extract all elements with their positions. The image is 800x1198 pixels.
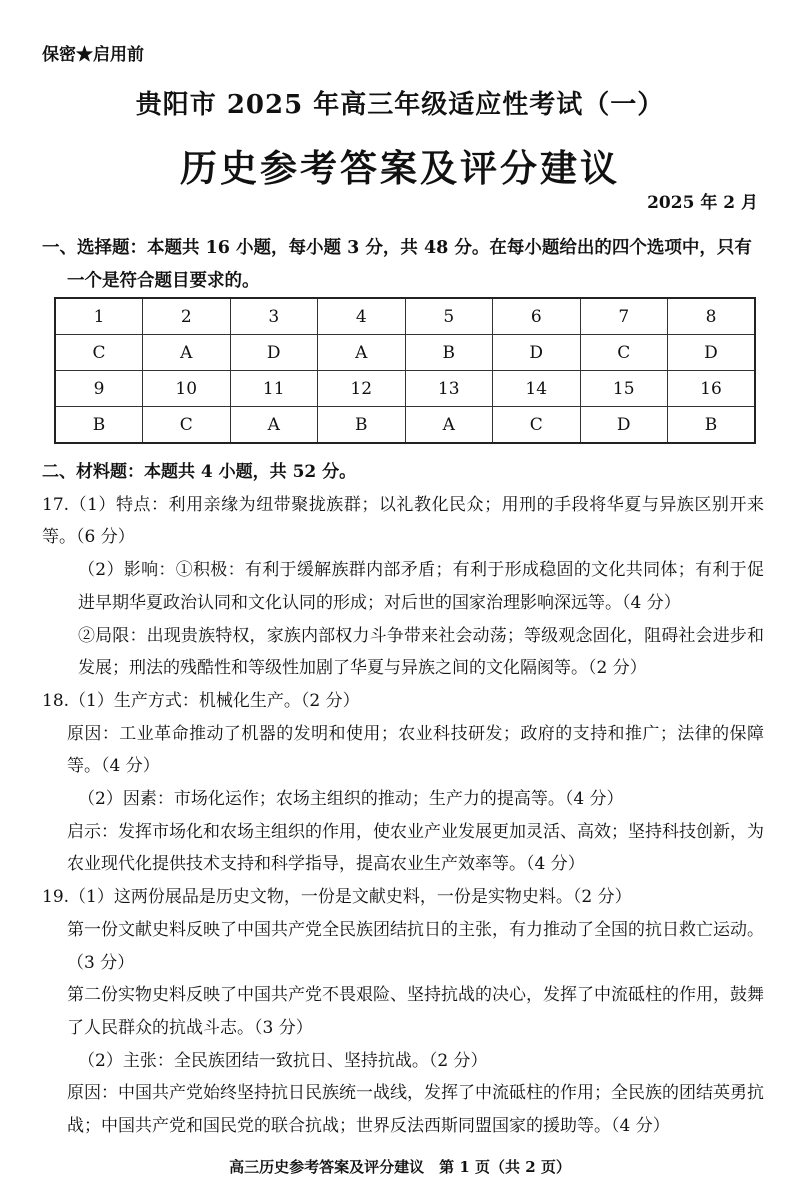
table-cell: D (493, 335, 581, 371)
confidential-mark: 保密★启用前 (42, 45, 144, 65)
answer-19-3: 第二份实物史料反映了中国共产党不畏艰险、坚持抗战的决心，发挥了中流砥柱的作用，鼓舞了人民群众的抗战斗志。（3 分） (67, 985, 764, 1038)
table-cell: C (493, 407, 581, 444)
answer-19-1: 19.（1）这两份展品是历史文物，一份是文献史料，一份是实物史料。（2 分） (42, 887, 632, 908)
section1-line1: 一、选择题：本题共 16 小题，每小题 3 分，共 48 分。在每小题给出的四个选项中，只有 (42, 238, 752, 258)
answer-18-2: 原因：工业革命推动了机器的发明和使用；农业科技研发；政府的支持和推广；法律的保障等。（4 分） (67, 723, 764, 777)
table-cell: 6 (493, 298, 581, 335)
answer-19-2: 第一份文献史料反映了中国共产党全民族团结抗日的主张，有力推动了全国的抗日救亡运动。（3 分） (67, 919, 764, 973)
answer-18-1: 18.（1）生产方式：机械化生产。（2 分） (42, 690, 360, 711)
answer-17-2: （2）影响：①积极：有利于缓解族群内部矛盾；有利于形成稳固的文化共同体；有利于促进早期华夏政治认同和文化认同的形成；对后世的国家治理影响深远等。（4 分） (78, 560, 764, 613)
table-cell: 9 (55, 371, 143, 407)
table-cell: 2 (143, 298, 231, 335)
table-cell: B (318, 407, 406, 444)
table-cell: 13 (405, 371, 493, 407)
table-cell: 11 (230, 371, 318, 407)
table-cell: C (55, 335, 143, 371)
table-cell: 15 (580, 371, 668, 407)
table-cell: D (668, 335, 756, 371)
table-row (55, 407, 755, 444)
section2-heading: 二、材料题：本题共 4 小题，共 52 分。 (42, 462, 357, 482)
table-cell: A (230, 407, 318, 444)
table-cell: B (55, 407, 143, 444)
table-cell: 14 (493, 371, 581, 407)
table-cell: 3 (230, 298, 318, 335)
table-cell: 7 (580, 298, 668, 335)
table-cell: B (405, 335, 493, 371)
section1-line2: 一个是符合题目要求的。 (67, 271, 260, 291)
table-cell: 8 (668, 298, 756, 335)
table-cell: A (318, 335, 406, 371)
answer-18-3: （2）因素：市场化运作；农场主组织的推动；生产力的提高等。（4 分） (78, 789, 624, 810)
answer-19-4: （2）主张：全民族团结一致抗日、坚持抗战。（2 分） (78, 1050, 488, 1071)
table-row (55, 298, 755, 335)
table-row (55, 335, 755, 371)
answer-18-4: 启示：发挥市场化和农场主组织的作用，使农业产业发展更加灵活、高效；坚持科技创新，为农业现代化提供技术支持和科学指导，提高农业生产效率等。（4 分） (67, 821, 764, 875)
table-cell: D (580, 407, 668, 444)
table-cell: 5 (405, 298, 493, 335)
table-row (55, 371, 755, 407)
answer-17-1: 17.（1）特点：利用亲缘为纽带聚拢族群；以礼教化民众；用刑的手段将华夏与异族区别开来等。（6 分） (42, 494, 764, 548)
date-label: 2025 年 2 月 (647, 193, 758, 213)
answer-19-5: 原因：中国共产党始终坚持抗日民族统一战线，发挥了中流砥柱的作用；全民族的团结英勇抗战；中国共产党和国民党的联合抗战；世界反法西斯同盟国家的援助等。（4 分） (67, 1083, 764, 1137)
page-title: 历史参考答案及评分建议 (180, 146, 620, 190)
table-cell: A (143, 335, 231, 371)
table-cell: C (580, 335, 668, 371)
table-cell: D (230, 335, 318, 371)
table-cell: A (405, 407, 493, 444)
table-cell: C (143, 407, 231, 444)
answer-table (54, 297, 756, 444)
table-cell: 4 (318, 298, 406, 335)
answer-17-3: ②局限：出现贵族特权，家族内部权力斗争带来社会动荡；等级观念固化，阻碍社会进步和发展；刑法的残酷性和等级性加剧了华夏与异族之间的文化隔阂等。（2 分） (78, 625, 764, 679)
table-cell: 1 (55, 298, 143, 335)
table-cell: 16 (668, 371, 756, 407)
section1-heading (42, 232, 766, 298)
table-cell: 12 (318, 371, 406, 407)
page-footer: 高三历史参考答案及评分建议 第 1 页（共 2 页） (229, 1158, 571, 1176)
table-cell: 10 (143, 371, 231, 407)
section2-body (42, 456, 764, 1143)
exam-title: 贵阳市 2025 年高三年级适应性考试（一） (135, 90, 665, 120)
table-cell: B (668, 407, 756, 444)
